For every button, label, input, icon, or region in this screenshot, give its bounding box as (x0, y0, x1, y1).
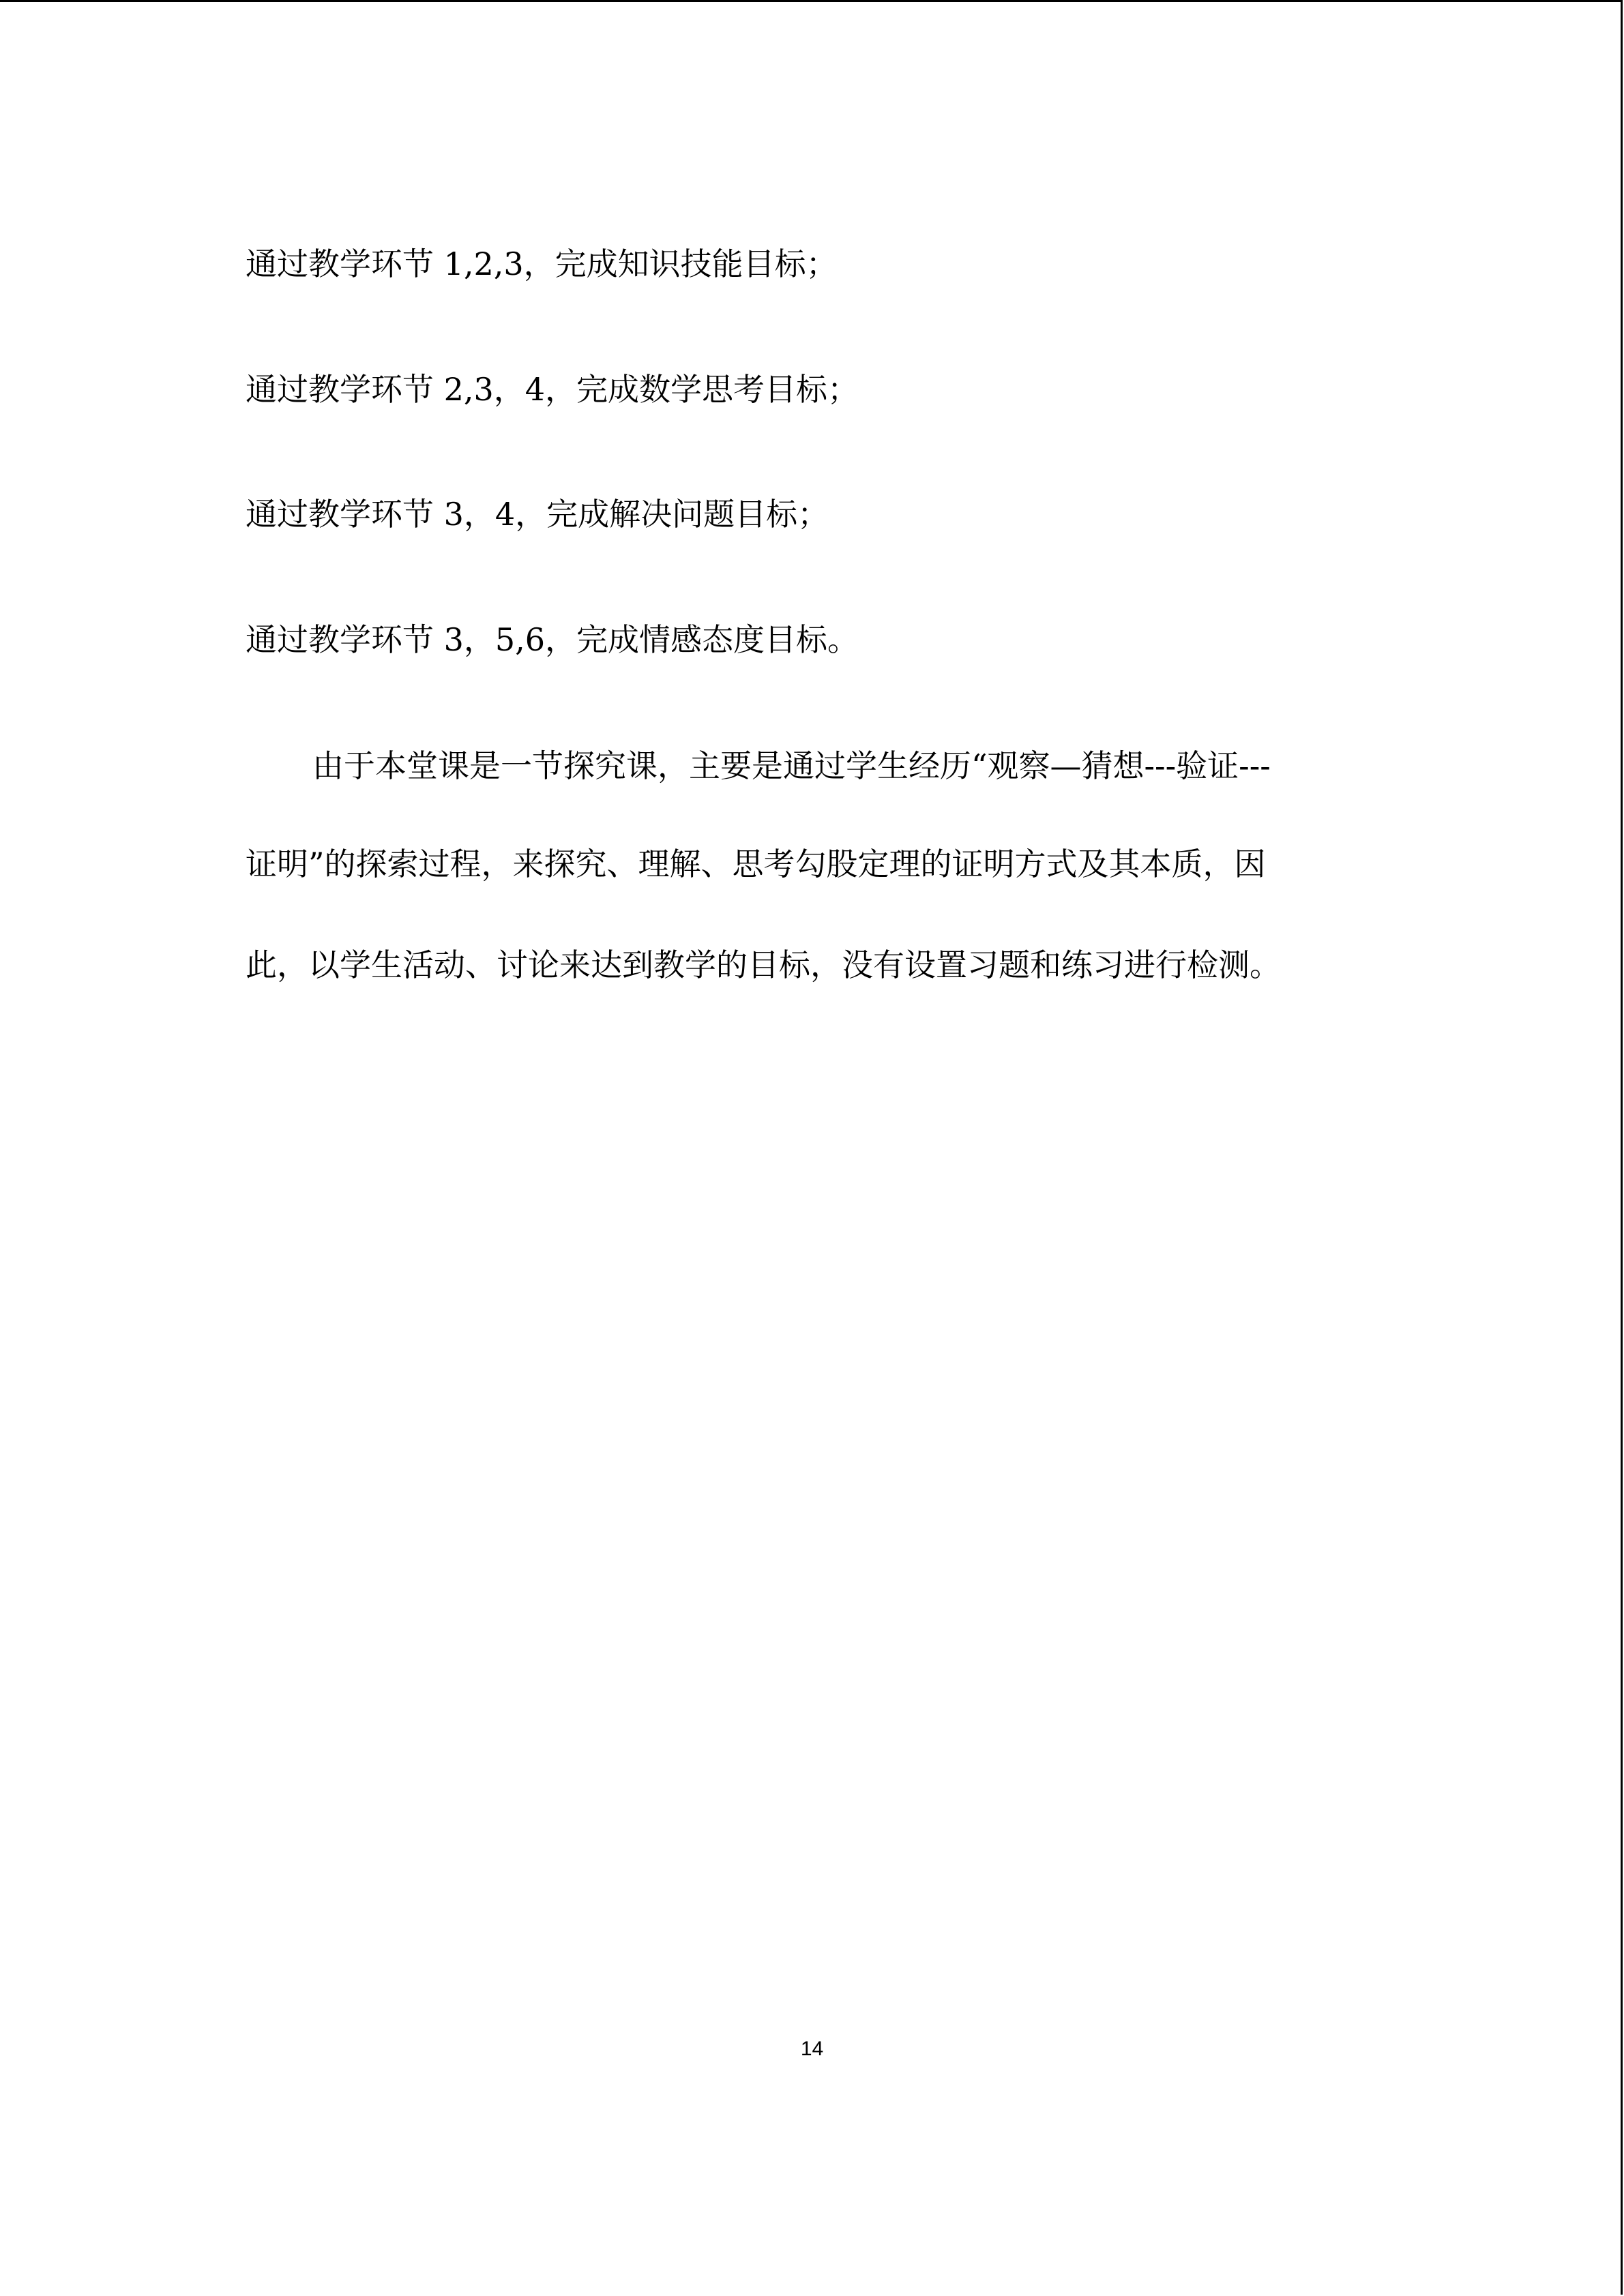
paragraph-line-1: 由于本堂课是一节探究课，主要是通过学生经历“观察—猜想---验证--- (312, 747, 1271, 784)
goal-line-math-thinking: 通过教学环节 2,3，4，完成数学思考目标； (246, 371, 859, 408)
page-number: 14 (800, 2038, 824, 2060)
paragraph-line-2: 证明”的探索过程，来探究、理解、思考勾股定理的证明方式及其本质，因 (246, 846, 1266, 882)
goal-line-emotion-attitude: 通过教学环节 3，5,6，完成情感态度目标。 (246, 621, 859, 658)
paragraph-line-3: 此，以学生活动、讨论来达到教学的目标，没有设置习题和练习进行检测。 (246, 946, 1281, 983)
goal-line-knowledge-skills: 通过教学环节 1,2,3，完成知识技能目标； (246, 245, 838, 282)
goal-line-problem-solving: 通过教学环节 3，4，完成解决问题目标； (246, 496, 829, 533)
